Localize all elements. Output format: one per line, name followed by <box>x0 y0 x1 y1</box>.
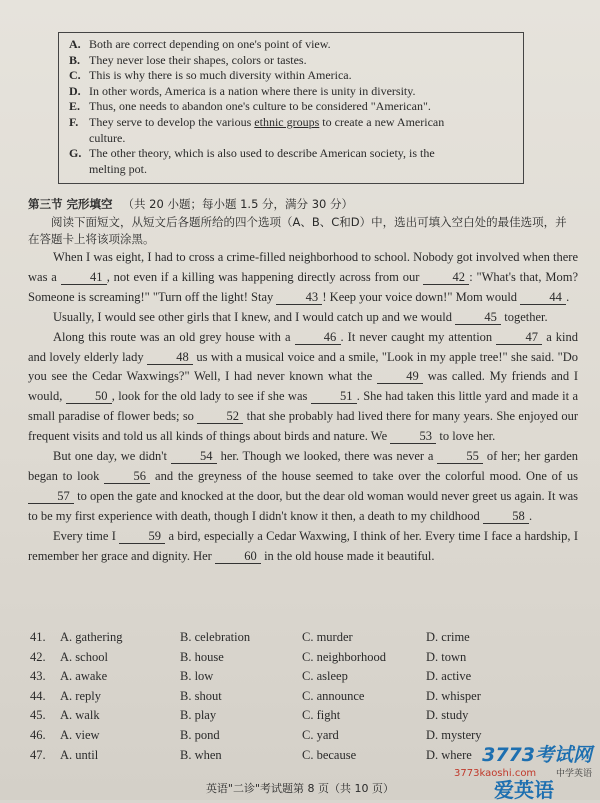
choice-d[interactable]: D. town <box>426 649 467 664</box>
choice-row-42: 42. A. school B. house C. neighborhood D. town <box>30 649 467 664</box>
blank-44[interactable]: 44 <box>520 290 566 305</box>
paragraph-3: Along this route was an old grey house with a 46 . It never caught my attention 47 a kind and lovely elderly lady 48 us with a musical voice and a smile, "Look in my apple tree!" she said. "Do you see the Cedar Waxwings?" Well, I had never known what the 49 was called. My friends and I would, 50 , look for the old lady to see if she was 51 . She had taken this little yard and made it a small paradise of flower beds; so 52 that she probably had lived there for many years. She enjoyed our frequent visits and told us all kinds of things about birds and nature. We 53 to love her. <box>28 329 579 444</box>
choice-row-46: 46. A. view B. pond C. yard D. mystery <box>30 727 482 742</box>
blank-54[interactable]: 54 <box>171 449 217 464</box>
choice-row-41: 41. A. gathering B. celebration C. murder D. crime <box>30 630 470 644</box>
option-f: F. They serve to develop the various ethnic groups to create a new American culture. <box>69 114 445 145</box>
watermark-site: 3773kaoshi.com <box>454 768 537 779</box>
choice-d[interactable]: D. mystery <box>426 727 482 742</box>
choice-d[interactable]: D. crime <box>426 630 470 644</box>
watermark-tag: 中学英语 <box>555 769 592 779</box>
choice-c[interactable]: C. yard <box>302 727 339 742</box>
choice-b[interactable]: B. low <box>180 669 214 684</box>
page-footer: 英语"二诊"考试题第 8 页（共 10 页） <box>205 782 395 795</box>
watermark-brand: 3773考试网 <box>482 744 592 766</box>
blank-56[interactable]: 56 <box>104 469 150 484</box>
choice-row-45: 45. A. walk B. play C. fight D. study <box>30 708 469 723</box>
paragraph-1: When I was eight, I had to cross a crime-filled neighborhood to school. Nobody got involved when there was a 41 , not even if a killing was happening directly across from our 42 : "What's that, Mom? Someone is screaming!" "Turn off the light! Stay 43 ! Keep your voice down!" Mom would 44 . <box>28 250 579 304</box>
watermark-logo-text: 爱英语 <box>494 778 554 802</box>
choice-c[interactable]: C. neighborhood <box>302 649 387 664</box>
blank-46[interactable]: 46 <box>295 330 341 345</box>
blank-52[interactable]: 52 <box>197 409 243 424</box>
blank-47[interactable]: 47 <box>496 330 542 345</box>
blank-45[interactable]: 45 <box>455 310 501 325</box>
choice-b[interactable]: B. pond <box>180 727 220 742</box>
blank-50[interactable]: 50 <box>66 389 112 404</box>
options-box <box>58 32 524 184</box>
blank-55[interactable]: 55 <box>437 449 483 464</box>
option-a: A. Both are correct depending on one's point of view. <box>69 37 331 51</box>
choice-d[interactable]: D. where <box>426 747 472 762</box>
choice-row-43: 43. A. awake B. low C. asleep D. active <box>30 669 472 684</box>
option-b: B. They never lose their shapes, colors or tastes. <box>69 52 307 67</box>
blank-48[interactable]: 48 <box>147 350 193 365</box>
watermark-logo <box>454 732 592 802</box>
choice-b[interactable]: B. shout <box>180 688 222 703</box>
choice-c[interactable]: C. asleep <box>302 669 348 684</box>
blank-58[interactable]: 58 <box>483 509 529 524</box>
choice-b[interactable]: B. celebration <box>180 630 251 644</box>
choice-c[interactable]: C. fight <box>302 708 341 723</box>
option-g: G. The other theory, which is also used to describe American society, is the melting pot. <box>69 146 435 176</box>
choice-a[interactable]: A. awake <box>60 669 108 684</box>
choice-row-47: 47. A. until B. when C. because D. where <box>30 747 472 762</box>
choice-b[interactable]: B. when <box>180 747 222 762</box>
blank-43[interactable]: 43 <box>276 290 322 305</box>
choice-b[interactable]: B. play <box>180 708 217 723</box>
choice-a[interactable]: A. gathering <box>60 630 123 644</box>
blank-42[interactable]: 42 <box>423 270 469 285</box>
choice-row-44: 44. A. reply B. shout C. announce D. whisper <box>30 688 481 703</box>
blank-59[interactable]: 59 <box>119 529 165 544</box>
paragraph-2: Usually, I would see other girls that I knew, and I would catch up and we would 45 together. <box>53 309 548 324</box>
choice-a[interactable]: A. school <box>60 649 108 664</box>
blank-41[interactable]: 41 <box>61 270 107 285</box>
option-c: C. This is why there is so much diversity within America. <box>69 68 352 83</box>
blank-57[interactable]: 57 <box>28 489 74 504</box>
choice-d[interactable]: D. whisper <box>426 688 481 703</box>
choice-d[interactable]: D. active <box>426 669 472 684</box>
section-instruction: 阅读下面短文，从短文后各题所给的四个选项（A、B、C和D）中，选出可填入空白处的最佳选项，并在答题卡上将该项涂黑。 <box>28 215 567 246</box>
choice-a[interactable]: A. until <box>60 747 99 762</box>
option-d: D. In other words, America is a nation where there is unity in diversity. <box>69 83 416 98</box>
choice-a[interactable]: A. reply <box>60 688 101 703</box>
blank-49[interactable]: 49 <box>377 369 423 384</box>
choice-a[interactable]: A. view <box>60 727 100 742</box>
paragraph-4: But one day, we didn't 54 her. Though we looked, there was never a 55 of her; her garden began to look 56 and the greyness of the house seemed to take over the colorful mood. One of us 57 to open the gate and knocked at the door, but the dear old woman would never greet us again. It was to be my first experience with death, though I didn't know it then, a death to my childhood 58 . <box>28 449 579 523</box>
section-heading: 第三节 完形填空 （共 20 小题；每小题 1.5 分，满分 30 分） <box>28 197 354 211</box>
option-e: E. Thus, one needs to abandon one's culture to be considered "American". <box>69 99 431 114</box>
choice-c[interactable]: C. announce <box>302 688 365 703</box>
blank-53[interactable]: 53 <box>390 429 436 444</box>
cloze-passage <box>28 248 578 567</box>
paragraph-5: Every time I 59 a bird, especially a Cedar Waxwing, I think of her. Every time I face a hardship, I remember her grace and dignity. Her 60 in the old house made it beautiful. <box>28 528 579 563</box>
blank-51[interactable]: 51 <box>311 389 357 404</box>
choice-a[interactable]: A. walk <box>60 708 100 723</box>
choice-d[interactable]: D. study <box>426 708 469 723</box>
blank-60[interactable]: 60 <box>215 549 261 564</box>
choice-b[interactable]: B. house <box>180 649 224 664</box>
choice-c[interactable]: C. murder <box>302 630 353 644</box>
choice-c[interactable]: C. because <box>302 747 357 762</box>
